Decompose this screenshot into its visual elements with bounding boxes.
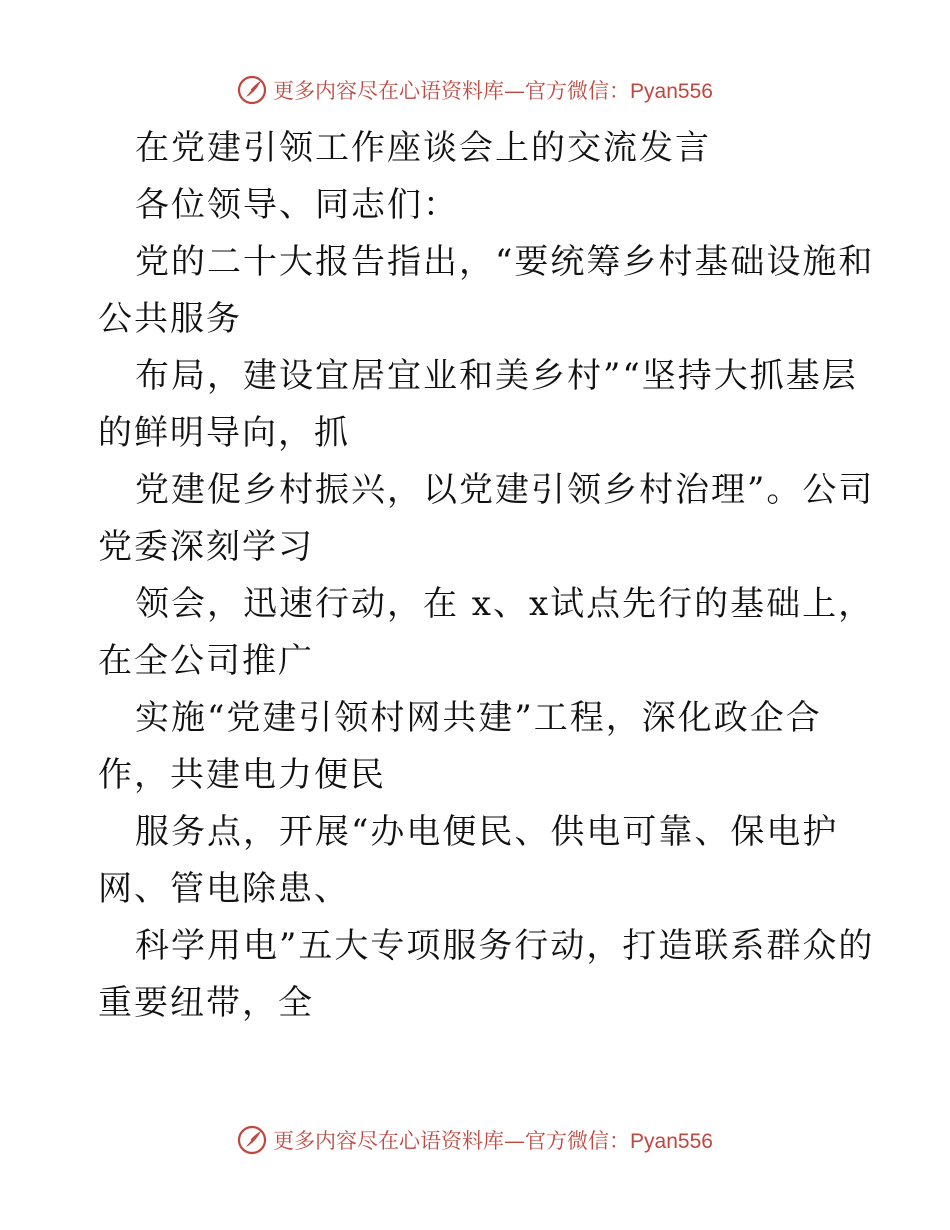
quill-seal-icon <box>237 75 267 105</box>
document-body <box>98 120 875 1032</box>
footer-wechat-id: Pyan556 <box>630 1130 713 1153</box>
body-line: 党建促乡村振兴，以党建引领乡村治理”。公司 <box>135 470 875 510</box>
body-line: 领会，迅速行动，在 x、x试点先行的基础上， <box>135 584 875 624</box>
body-line: 在全公司推广 <box>98 641 314 681</box>
quill-seal-icon <box>237 1125 267 1155</box>
body-line: 科学用电”五大专项服务行动，打造联系群众的 <box>135 926 875 966</box>
body-line: 实施“党建引领村网共建”工程，深化政企合 <box>135 698 822 738</box>
body-line: 党委深刻学习 <box>98 527 314 567</box>
body-line: 服务点，开展“办电便民、供电可靠、保电护 <box>135 812 839 852</box>
body-line: 党的二十大报告指出，“要统筹乡村基础设施和 <box>135 242 875 282</box>
header-banner-text: 更多内容尽在心语资料库—官方微信：Pyan556 <box>273 79 713 103</box>
header-wechat-id: Pyan556 <box>630 80 713 103</box>
body-line: 公共服务 <box>98 299 242 339</box>
document-title: 在党建引领工作座谈会上的交流发言 <box>135 128 711 168</box>
body-line: 网、管电除患、 <box>98 869 350 909</box>
salutation: 各位领导、同志们： <box>135 185 459 225</box>
body-line: 作，共建电力便民 <box>98 755 386 795</box>
body-line: 重要纽带，全 <box>98 983 314 1023</box>
body-line: 的鲜明导向，抓 <box>98 413 350 453</box>
footer-banner-text: 更多内容尽在心语资料库—官方微信：Pyan556 <box>273 1129 713 1153</box>
footer-banner <box>0 1120 950 1160</box>
header-banner <box>0 70 950 110</box>
body-line: 布局，建设宜居宜业和美乡村”“坚持大抓基层 <box>135 356 858 396</box>
